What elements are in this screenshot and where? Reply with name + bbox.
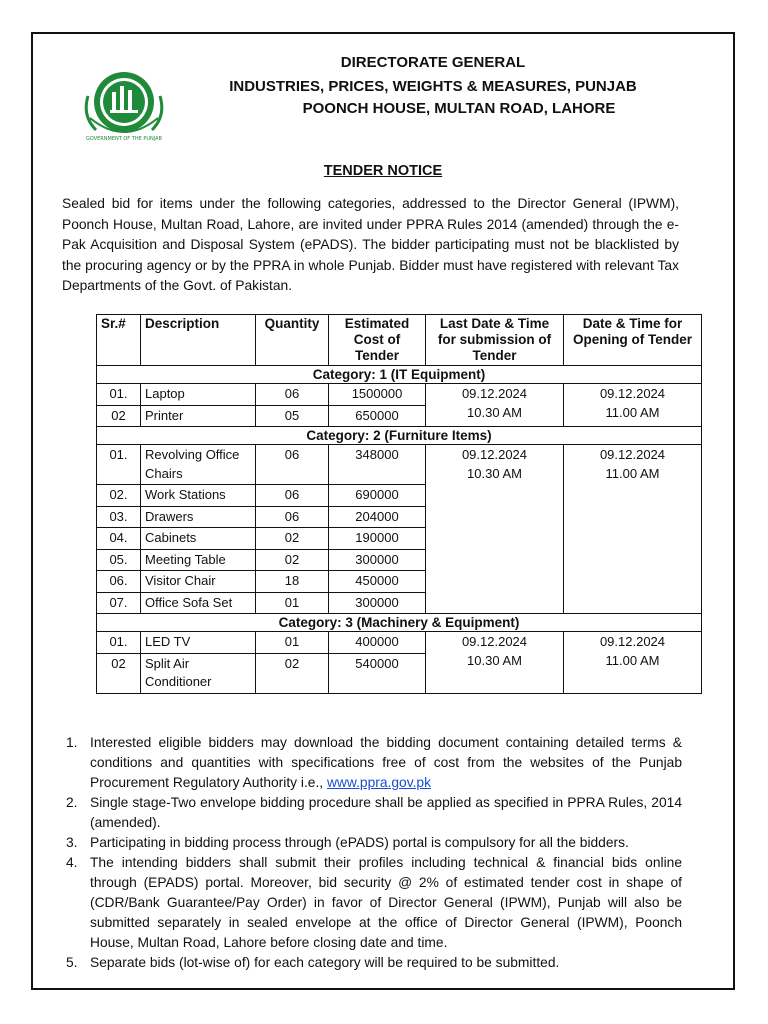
quantity-cell: 06 [256,445,329,485]
col-header-quantity: Quantity [256,315,329,366]
item-number: 5. [66,955,78,970]
item-text: Separate bids (lot-wise of) for each category will be required to be submitted. [90,955,560,970]
submission-cell [426,445,564,614]
quantity-cell: 18 [256,571,329,593]
table-row [97,445,702,485]
header-line-3: POONCH HOUSE, MULTAN ROAD, LAHORE [302,100,616,117]
list-item [62,733,682,793]
submission-time: 10.30 AM [467,465,522,481]
description-cell: Revolving Office Chairs [141,445,256,485]
item-number: 1. [66,735,78,750]
sr-cell: 01. [97,445,141,485]
cost-cell: 450000 [329,571,426,593]
quantity-cell: 02 [256,528,329,550]
item-text: Interested eligible bidders may download the bidding document containing detailed terms & conditions and quantities with specifications free of cost from the websites of the Punjab Procurement Regulatory Authority i.e., [90,735,682,790]
description-cell: Visitor Chair [141,571,256,593]
opening-time: 11.00 AM [605,404,660,420]
sr-cell: 05. [97,549,141,571]
cost-cell: 190000 [329,528,426,550]
category-row [97,614,702,632]
quantity-cell: 02 [256,549,329,571]
table-row [97,384,702,406]
cost-cell: 300000 [329,549,426,571]
header-line-2: INDUSTRIES, PRICES, WEIGHTS & MEASURES, PUNJAB [229,78,637,95]
description-cell: Office Sofa Set [141,592,256,614]
quantity-cell: 01 [256,592,329,614]
col-header-estimated-cost: Estimated Cost of Tender [329,315,426,366]
header-line-1: DIRECTORATE GENERAL [340,54,526,71]
opening-cell [564,445,702,614]
sr-cell: 02. [97,485,141,507]
submission-date: 09.12.2024 [461,386,528,401]
svg-text:GOVERNMENT OF THE PUNJAB: GOVERNMENT OF THE PUNJAB [86,136,162,142]
col-header-description: Description [141,315,256,366]
description-cell: Cabinets [141,528,256,550]
list-item [62,833,682,853]
item-number: 3. [66,835,78,850]
description-cell: Split Air Conditioner [141,653,256,693]
opening-date: 09.12.2024 [599,447,666,462]
opening-date: 09.12.2024 [599,634,666,649]
item-text: Participating in bidding process through (ePADS) portal is compulsory for all the bidders. [90,835,629,850]
col-header-sr: Sr.# [97,315,141,366]
submission-cell [426,384,564,427]
item-text: Single stage-Two envelope bidding procedure shall be applied as specified in PPRA Rules, 2014 (amended). [90,795,682,830]
list-item [62,953,682,973]
submission-date: 09.12.2024 [461,447,528,462]
opening-cell [564,632,702,694]
intro-paragraph: Sealed bid for items under the following categories, addressed to the Director General (IPWM), Poonch House, Multan Road, Lahore, are invited under PPRA Rules 2014 (amended) through the e-Pak Acquisition and Disposal System (ePADS). The bidder participating must not be blacklisted by the procuring agency or by the PPRA in whole Punjab. Bidder must have registered with relevant Tax Departments of the Govt. of Pakistan. [62,196,679,293]
category-title: Category: 3 (Machinery & Equipment) [97,614,702,632]
quantity-cell: 01 [256,632,329,654]
category-title: Category: 1 (IT Equipment) [97,366,702,384]
table-header-row [97,315,702,366]
opening-time: 11.00 AM [605,652,660,668]
page-title: TENDER NOTICE [323,163,443,179]
submission-date: 09.12.2024 [461,634,528,649]
item-text: The intending bidders shall submit their profiles including technical & financial bids online through (EPADS) portal. Moreover, bid security @ 2% of estimated tender cost in shape of (CDR/Bank Guarantee/Pay Order) in favor of Director General (IPWM), Punjab will also be submitted separately in sealed envelope at the office of Director General (IPWM), Poonch House, Multan Road, Lahore before closing date and time. [90,855,682,950]
quantity-cell: 05 [256,405,329,427]
terms-list [62,733,682,973]
description-cell: Meeting Table [141,549,256,571]
ppra-website-link[interactable]: www.ppra.gov.pk [326,775,432,790]
col-header-opening: Date & Time for Opening of Tender [564,315,702,366]
item-number: 4. [66,855,78,870]
opening-date: 09.12.2024 [599,386,666,401]
category-title: Category: 2 (Furniture Items) [97,427,702,445]
description-cell: Drawers [141,506,256,528]
list-item [62,853,682,953]
item-number: 2. [66,795,78,810]
tender-table [96,314,702,694]
table-row [97,632,702,654]
quantity-cell: 06 [256,485,329,507]
description-cell: Work Stations [141,485,256,507]
quantity-cell: 06 [256,506,329,528]
description-cell: LED TV [141,632,256,654]
cost-cell: 1500000 [329,384,426,406]
sr-cell: 02 [97,405,141,427]
submission-cell [426,632,564,694]
submission-time: 10.30 AM [467,404,522,420]
quantity-cell: 06 [256,384,329,406]
sr-cell: 04. [97,528,141,550]
col-header-submission: Last Date & Time for submission of Tender [426,315,564,366]
sr-cell: 07. [97,592,141,614]
sr-cell: 06. [97,571,141,593]
cost-cell: 650000 [329,405,426,427]
list-item [62,793,682,833]
cost-cell: 540000 [329,653,426,693]
sr-cell: 01. [97,384,141,406]
cost-cell: 348000 [329,445,426,485]
cost-cell: 400000 [329,632,426,654]
sr-cell: 02 [97,653,141,693]
category-row [97,366,702,384]
description-cell: Printer [141,405,256,427]
cost-cell: 690000 [329,485,426,507]
cost-cell: 300000 [329,592,426,614]
description-cell: Laptop [141,384,256,406]
opening-cell [564,384,702,427]
cost-cell: 204000 [329,506,426,528]
quantity-cell: 02 [256,653,329,693]
category-row [97,427,702,445]
sr-cell: 01. [97,632,141,654]
opening-time: 11.00 AM [605,465,660,481]
submission-time: 10.30 AM [467,652,522,668]
sr-cell: 03. [97,506,141,528]
